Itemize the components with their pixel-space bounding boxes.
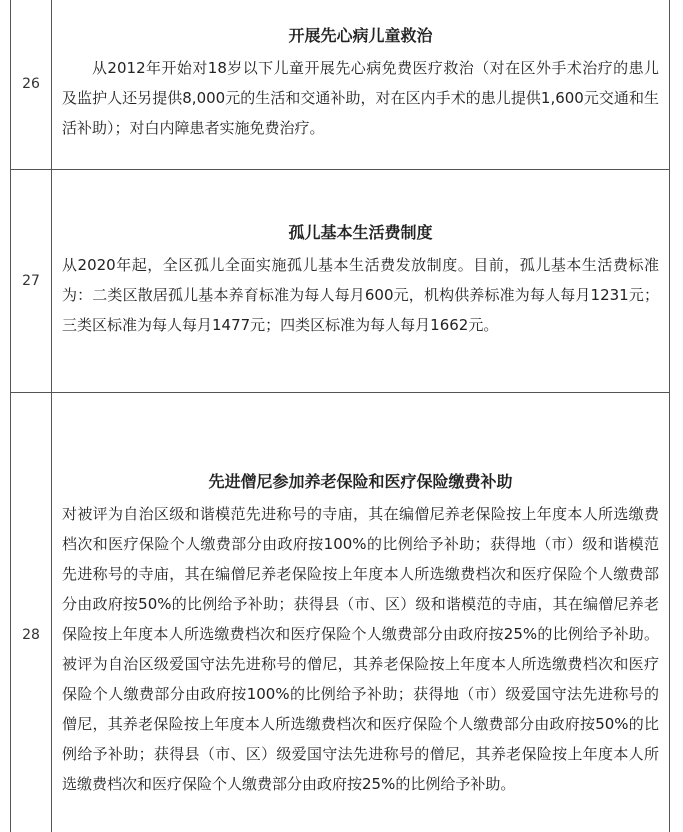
table-row bbox=[11, 393, 670, 832]
row-content bbox=[52, 393, 670, 832]
item-title: 先进僧尼参加养老保险和医疗保险缴费补助 bbox=[208, 472, 513, 491]
row-content bbox=[52, 170, 670, 393]
item-title: 开展先心病儿童救治 bbox=[288, 26, 433, 45]
item-body: 从2020年起，全区孤儿全面实施孤儿基本生活费发放制度。目前，孤儿基本生活费标准为：二类区散居孤儿基本养育标准为每人每月600元，机构供养标准为每人每月1231元；三类区标准为每人每月1477元；四类区标准为每人每月1662元。 bbox=[62, 256, 659, 334]
item-body: 对被评为自治区级和谐模范先进称号的寺庙，其在编僧尼养老保险按上年度本人所选缴费档次和医疗保险个人缴费部分由政府按100%的比例给予补助；获得地（市）级和谐模范先进称号的寺庙，其在编僧尼养老保险按上年度本人所选缴费档次和医疗保险个人缴费部分由政府按50%的比例给予补助；获得县（市、区）级和谐模范的寺庙，其在编僧尼养老保险按上年度本人所选缴费档次和医疗保险个人缴费部分由政府按25%的比例给予补助。被评为自治区级爱国守法先进称号的僧尼，其养老保险按上年度本人所选缴费档次和医疗保险个人缴费部分由政府按100%的比例给予补助；获得地（市）级爱国守法先进称号的僧尼，其养老保险按上年度本人所选缴费档次和医疗保险个人缴费部分由政府按50%的比例给予补助；获得县（市、区）级爱国守法先进称号的僧尼，其养老保险按上年度本人所选缴费档次和医疗保险个人缴费部分由政府按25%的比例给予补助。 bbox=[62, 505, 659, 793]
row-number: 27 bbox=[11, 170, 52, 393]
table-row bbox=[11, 170, 670, 393]
row-number: 28 bbox=[11, 393, 52, 832]
table-row bbox=[11, 0, 670, 170]
row-content bbox=[52, 0, 670, 170]
row-number: 26 bbox=[11, 0, 52, 170]
item-body: 从2012年开始对18岁以下儿童开展先心病免费医疗救治（对在区外手术治疗的患儿及监护人还另提供8,000元的生活和交通补助，对在区内手术的患儿提供1,600元交通和生活补助）；对白内障患者实施免费治疗。 bbox=[62, 59, 659, 137]
policy-table bbox=[10, 0, 670, 832]
item-title: 孤儿基本生活费制度 bbox=[288, 223, 433, 242]
